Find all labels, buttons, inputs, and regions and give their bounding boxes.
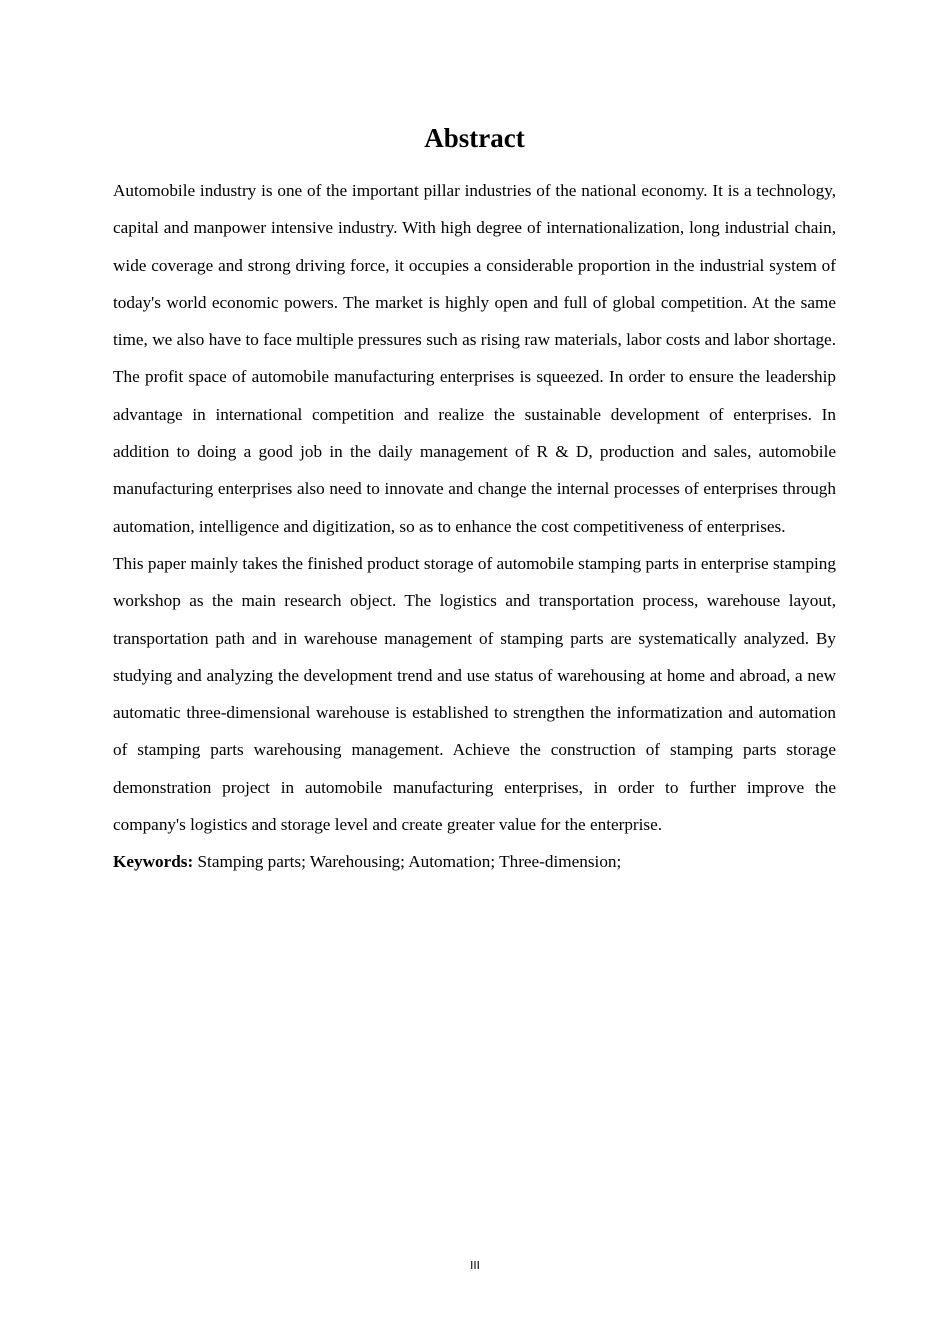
abstract-page — [113, 118, 836, 881]
keywords-text: Stamping parts; Warehousing; Automation; Three-dimension; — [193, 852, 622, 872]
keywords-line — [113, 843, 836, 880]
keywords-label: Keywords: — [113, 852, 194, 872]
page-number: III — [470, 1259, 480, 1272]
abstract-paragraph-2: This paper mainly takes the finished product storage of automobile stamping parts in enterprise stamping workshop as the main research object. The logistics and transportation process, warehouse layout, transportation path and in warehouse management of stamping parts are systematically analyzed. By studying and analyzing the development trend and use status of warehousing at home and abroad, a new automatic three-dimensional warehouse is established to strengthen the informatization and automation of stamping parts warehousing management. Achieve the construction of stamping parts storage demonstration project in automobile manufacturing enterprises, in order to further improve the company's logistics and storage level and create greater value for the enterprise. — [113, 553, 836, 835]
abstract-paragraph-1: Automobile industry is one of the important pillar industries of the national economy. It is a technology, capital and manpower intensive industry. With high degree of internationalization, long industrial chain, wide coverage and strong driving force, it occupies a considerable proportion in the industrial system of today's world economic powers. The market is highly open and full of global competition. At the same time, we also have to face multiple pressures such as rising raw materials, labor costs and labor shortage. The profit space of automobile manufacturing enterprises is squeezed. In order to ensure the leadership advantage in international competition and realize the sustainable development of enterprises. In addition to doing a good job in the daily management of R & D, production and sales, automobile manufacturing enterprises also need to innovate and change the internal processes of enterprises through automation, intelligence and digitization, so as to enhance the cost competitiveness of enterprises. — [113, 181, 836, 536]
page-title: Abstract — [424, 123, 525, 153]
